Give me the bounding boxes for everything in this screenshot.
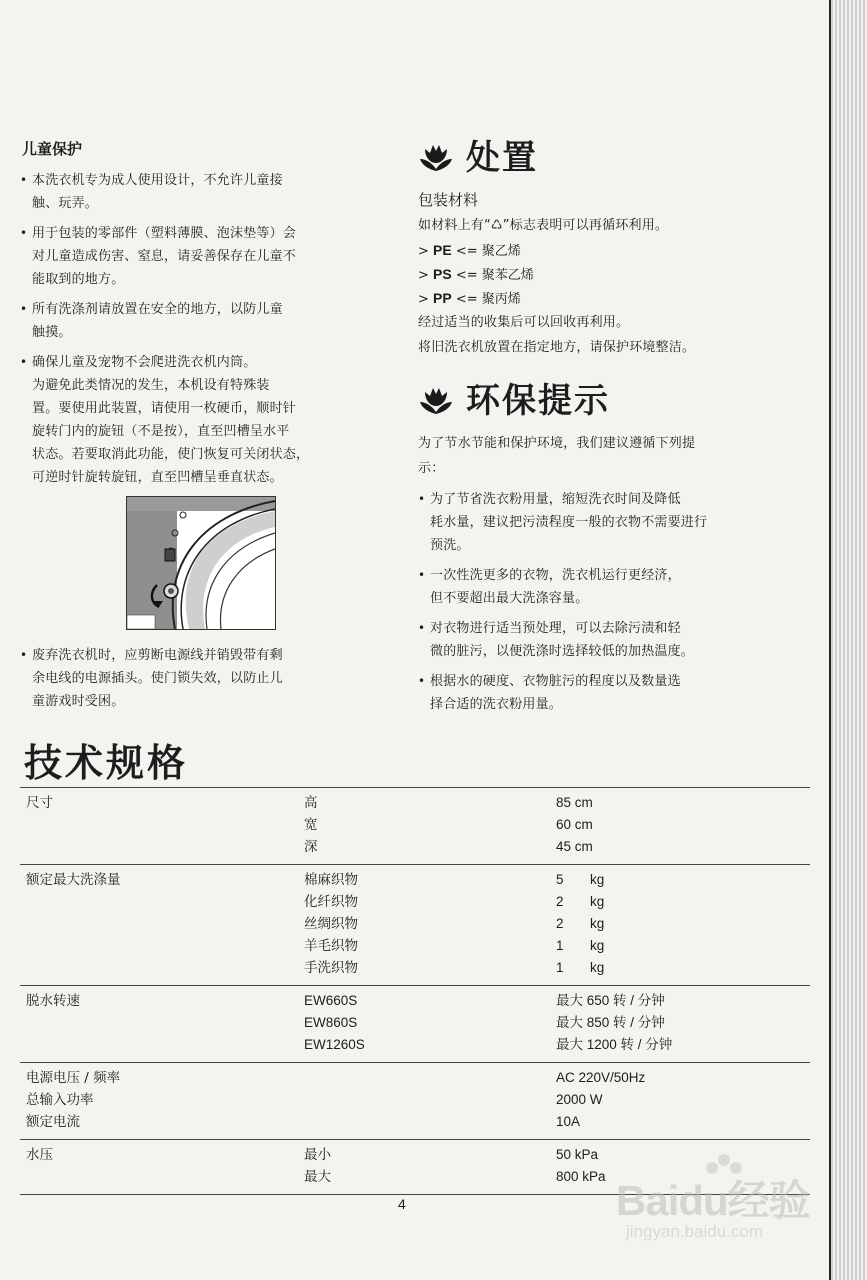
tulip-icon	[416, 380, 456, 416]
material-code-line	[418, 287, 788, 311]
item-line: 最小	[304, 1147, 331, 1163]
spec-items	[304, 1140, 556, 1195]
value-number: 5	[556, 872, 564, 887]
right-column	[416, 130, 788, 723]
value-number: 2	[556, 916, 564, 931]
value-line: 最大 850 转 / 分钟	[556, 1015, 665, 1030]
child-protection-list-2	[18, 644, 386, 713]
code-prefix: >	[418, 268, 434, 283]
spec-values	[556, 865, 810, 986]
text-line: • 根据水的硬度、衣物脏污的程度以及数量选	[430, 674, 681, 689]
item-line: 手洗织物	[304, 960, 358, 976]
tulip-icon	[416, 137, 456, 173]
value-unit: kg	[590, 960, 605, 975]
item-line: 高	[304, 795, 318, 811]
value-line: 45 cm	[556, 839, 593, 854]
item-line: 宽	[304, 817, 318, 833]
text-line: • 为了节省洗衣粉用量，缩短洗衣时间及降低	[430, 492, 681, 507]
text-line: • 本洗衣机专为成人使用设计，不允许儿童接	[32, 173, 283, 188]
list-item	[18, 222, 386, 291]
child-protection-section	[18, 138, 386, 720]
material-code: PE	[433, 242, 452, 258]
value-line: 2000 W	[556, 1092, 603, 1107]
text-line: 触、玩弄。	[32, 196, 99, 211]
spec-values	[556, 986, 810, 1063]
spec-items	[304, 1063, 556, 1140]
packaging-heading: 包装材料	[418, 191, 479, 209]
label-line: 电源电压 / 频率	[26, 1070, 121, 1086]
specs-title: 技术规格	[24, 741, 189, 785]
list-item	[18, 298, 386, 344]
text-line: 对儿童造成伤害、窒息，请妥善保存在儿童不	[32, 249, 297, 264]
spec-label	[20, 788, 304, 865]
text-line: 但不要超出最大洗涤容量。	[430, 591, 589, 606]
list-item	[18, 169, 386, 215]
text-line: 择合适的洗衣粉用量。	[430, 697, 563, 712]
eco-tips-list	[416, 488, 788, 716]
text-line: 能取到的地方。	[32, 272, 125, 287]
eco-tips-title: 环保提示	[466, 381, 610, 421]
text-line: • 用于包装的零部件（塑料薄膜、泡沫垫等）会	[32, 226, 297, 241]
material-name: 聚丙烯	[481, 292, 521, 307]
text-line: • 所有洗涤剂请放置在安全的地方，以防儿童	[32, 302, 283, 317]
table-row	[20, 1063, 810, 1140]
item-line: EW660S	[304, 993, 358, 1008]
item-line: 化纤织物	[304, 894, 358, 910]
baidu-watermark	[616, 1150, 816, 1250]
list-item	[416, 488, 788, 557]
list-item	[416, 617, 788, 663]
list-item	[18, 351, 386, 489]
page-number: 4	[398, 1196, 406, 1212]
item-line: 棉麻织物	[304, 872, 358, 888]
code-suffix: <=	[451, 292, 482, 307]
eco-intro-line: 示：	[418, 461, 445, 476]
label-line: 水压	[26, 1147, 53, 1163]
disposal-text-line: 经过适当的收集后可以回收再利用。	[418, 315, 630, 330]
value-line: 最大 1200 转 / 分钟	[556, 1037, 673, 1052]
list-item	[416, 670, 788, 716]
disposal-title: 处置	[466, 138, 538, 178]
packaging-intro: 如材料上有“♺”标志表明可以再循环利用。	[418, 218, 669, 233]
material-code: PP	[433, 290, 452, 306]
text-line: 可逆时针旋转旋钮，直至凹槽呈垂直状态。	[32, 470, 283, 485]
text-line: 触摸。	[32, 325, 72, 340]
text-line: 为避免此类情况的发生，本机设有特殊装	[32, 378, 270, 393]
watermark-url: jingyan.baidu.com	[626, 1222, 764, 1241]
disposal-text-line: 将旧洗衣机放置在指定地方，请保护环境整洁。	[418, 340, 696, 355]
text-line: • 对衣物进行适当预处理，可以去除污渍和轻	[430, 621, 681, 636]
text-line: 耗水量，建议把污渍程度一般的衣物不需要进行	[430, 515, 708, 530]
spec-items	[304, 986, 556, 1063]
list-item	[416, 564, 788, 610]
text-line: 微的脏污，以便洗涤时选择较低的加热温度。	[430, 644, 695, 659]
value-number: 2	[556, 894, 564, 909]
label-line: 脱水转速	[26, 993, 80, 1009]
value-line: 60 cm	[556, 817, 593, 832]
text-line: • 确保儿童及宠物不会爬进洗衣机内筒。	[32, 355, 257, 370]
value-line	[556, 891, 810, 913]
item-line: 深	[304, 839, 318, 855]
label-line: 额定电流	[26, 1114, 80, 1130]
item-line: 丝绸织物	[304, 916, 358, 932]
text-line: • 一次性洗更多的衣物，洗衣机运行更经济，	[430, 568, 681, 583]
specs-table	[20, 787, 810, 1195]
label-line: 总输入功率	[26, 1092, 94, 1108]
text-line: 余电线的电源插头。使门锁失效，以防止儿	[32, 671, 283, 686]
list-item	[18, 644, 386, 713]
code-prefix: >	[418, 292, 434, 307]
material-name: 聚乙烯	[481, 244, 521, 259]
value-line	[556, 935, 810, 957]
spec-values	[556, 1063, 810, 1140]
code-suffix: <=	[451, 268, 482, 283]
value-line: 800 kPa	[556, 1169, 606, 1184]
value-line	[556, 869, 810, 891]
page-edge-strip	[829, 0, 867, 1280]
value-unit: kg	[590, 916, 605, 931]
spec-label	[20, 1063, 304, 1140]
value-number: 1	[556, 938, 564, 953]
child-protection-list	[18, 169, 386, 489]
child-protection-heading: 儿童保护	[22, 140, 83, 158]
spec-values	[556, 788, 810, 865]
item-line: 羊毛织物	[304, 938, 358, 954]
text-line: 置。要使用此装置，请使用一枚硬币，顺时针	[32, 401, 297, 416]
spec-items	[304, 788, 556, 865]
table-row	[20, 865, 810, 986]
table-row	[20, 986, 810, 1063]
label-line: 尺寸	[26, 795, 53, 811]
value-line: 最大 650 转 / 分钟	[556, 993, 665, 1008]
value-line: AC 220V/50Hz	[556, 1070, 646, 1085]
value-line: 10A	[556, 1114, 581, 1129]
value-unit: kg	[590, 894, 605, 909]
spec-label	[20, 986, 304, 1063]
item-line: 最大	[304, 1169, 331, 1185]
value-unit: kg	[590, 872, 605, 887]
disposal-header	[416, 130, 788, 179]
material-code-line	[418, 263, 788, 287]
spec-items	[304, 865, 556, 986]
text-line: 童游戏时受困。	[32, 694, 125, 709]
eco-intro-line: 为了节水节能和保护环境，我们建议遵循下列提	[418, 436, 696, 451]
watermark-brand: Baidu经验	[616, 1177, 810, 1224]
value-line: 85 cm	[556, 795, 593, 810]
material-code-line	[418, 239, 788, 263]
door-lock-illustration	[126, 496, 276, 630]
text-line: 预洗。	[430, 538, 470, 553]
material-code: PS	[433, 266, 452, 282]
table-row	[20, 788, 810, 865]
text-line: • 废弃洗衣机时，应剪断电源线并销毁带有剩	[32, 648, 283, 663]
label-line: 额定最大洗涤量	[26, 872, 121, 888]
spec-label	[20, 865, 304, 986]
item-line: EW1260S	[304, 1037, 365, 1052]
value-line: 50 kPa	[556, 1147, 599, 1162]
spec-label	[20, 1140, 304, 1195]
material-name: 聚苯乙烯	[481, 268, 534, 283]
text-line: 旋转门内的旋钮（不是按），直至凹槽呈水平	[32, 424, 290, 439]
code-suffix: <=	[451, 244, 482, 259]
value-line	[556, 957, 810, 979]
item-line: EW860S	[304, 1015, 358, 1030]
text-line: 状态。若要取消此功能，使门恢复可关闭状态，	[32, 447, 310, 462]
value-unit: kg	[590, 938, 605, 953]
eco-tips-header	[416, 373, 788, 422]
code-prefix: >	[418, 244, 434, 259]
value-number: 1	[556, 960, 564, 975]
value-line	[556, 913, 810, 935]
